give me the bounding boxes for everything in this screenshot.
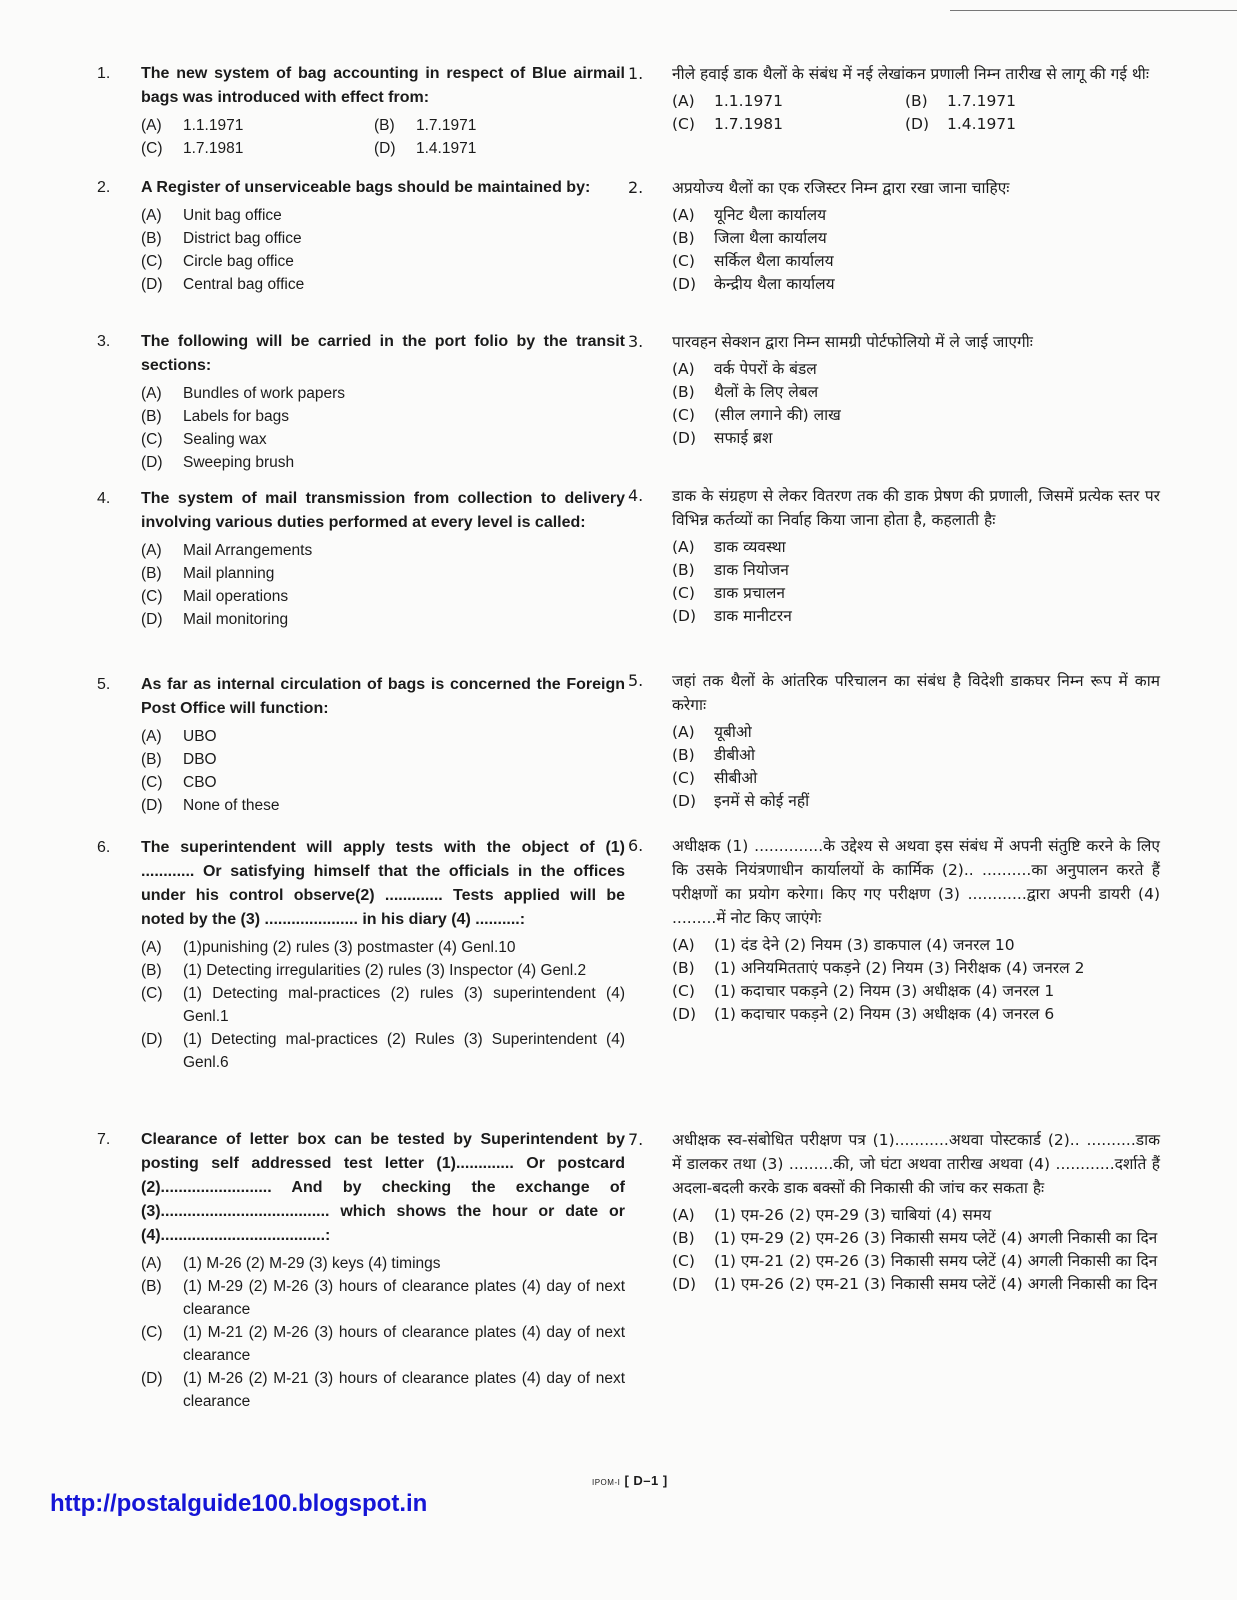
option-text: वर्क पेपरों के बंडल (714, 360, 817, 378)
option-letter: (D) (141, 797, 163, 814)
question-number: 6. (97, 839, 111, 856)
option-letter: (A) (672, 92, 695, 110)
option-letter: (D) (672, 275, 697, 293)
option-letter: (C) (141, 1324, 163, 1341)
option-letter: (C) (141, 253, 163, 270)
option-letter: (A) (141, 939, 162, 956)
option-letter: (B) (141, 962, 162, 979)
option-text: Circle bag office (183, 253, 294, 270)
option-letter: (C) (672, 115, 695, 133)
option-text: (1) Detecting mal-practices (2) Rules (3) Superintendent (4) Genl.6 (183, 1031, 625, 1071)
answer-option (141, 585, 625, 608)
answer-option (672, 113, 905, 136)
question-body (672, 669, 1160, 813)
option-letter: (C) (141, 140, 163, 157)
option-text: यूनिट थैला कार्यालय (714, 206, 827, 224)
option-text: सीबीओ (714, 769, 758, 787)
option-text: (1) एम-29 (2) एम-26 (3) निकासी समय प्लेटें (4) अगली निकासी का दिन (714, 1229, 1158, 1247)
answer-option (672, 250, 1160, 273)
option-letter: (B) (141, 751, 162, 768)
question-number: 7. (628, 1130, 644, 1149)
option-letter: (A) (672, 360, 695, 378)
option-text: Sealing wax (183, 431, 267, 448)
option-letter: (A) (141, 385, 162, 402)
answer-option (141, 137, 374, 160)
answer-option (672, 934, 1160, 957)
question-text: The superintendent will apply tests with the object of (1) ............ Or satisfying himself that the officials in the offices under his control observe(2) ............. Tests applied will be noted by the (3) ..................... in his diary (4) ..........: (141, 839, 625, 928)
question-text: अधीक्षक (1) ..............के उद्देश्य से अथवा इस संबंध में अपनी संतुष्टि करने के लिए कि उसके नियंत्रणाधीन कार्यालयों के कार्मिक (2).. ..........का अनुपालन करते हैं परीक्षणों का प्रयोग करेगा। किए गए परीक्षण (3) ............द्वारा अपनी डायरी (4) .........में नोट किए जाएंगेः (672, 837, 1160, 927)
answer-option (672, 273, 1160, 296)
answer-option (141, 936, 625, 959)
answer-option (672, 582, 1160, 605)
answer-options (672, 536, 1160, 628)
question-3 (628, 330, 1160, 450)
answer-option (672, 227, 1160, 250)
answer-option (141, 794, 625, 817)
option-letter: (B) (141, 408, 162, 425)
answer-option (672, 1250, 1160, 1273)
option-letter: (B) (672, 746, 695, 764)
top-rule (950, 10, 1237, 11)
option-letter: (D) (672, 792, 697, 810)
option-text: जिला थैला कार्यालय (714, 229, 827, 247)
question-number: 3. (97, 333, 111, 350)
option-letter: (D) (141, 276, 163, 293)
question-text: अधीक्षक स्व-संबोधित परीक्षण पत्र (1)...........अथवा पोस्टकार्ड (2).. ..........डाक में डालकर तथा (3) .........की, जो घंटा अथवा तारीख अथवा (4) ............दर्शाते हैं अदला-बदली करके डाक बक्सों की निकासी की जांच कर सकता हैः (672, 1131, 1160, 1197)
option-letter: (C) (672, 1252, 695, 1270)
option-letter: (D) (905, 115, 930, 133)
question-1 (97, 62, 625, 160)
question-4 (97, 487, 625, 631)
question-text: As far as internal circulation of bags is concerned the Foreign Post Office will function: (141, 676, 625, 717)
question-body (141, 487, 625, 631)
answer-options (141, 204, 625, 296)
option-text: डाक नियोजन (714, 561, 789, 579)
answer-option (672, 204, 1160, 227)
option-text: (1) Detecting irregularities (2) rules (3) Inspector (4) Genl.2 (183, 962, 587, 979)
answer-options (672, 934, 1160, 1026)
answer-options (141, 725, 625, 817)
answer-option (672, 381, 1160, 404)
answer-option (672, 957, 1160, 980)
page-code (592, 1473, 668, 1488)
option-letter: (D) (374, 140, 396, 157)
option-letter: (B) (141, 230, 162, 247)
option-text: 1.7.1981 (183, 140, 244, 157)
option-letter: (C) (672, 406, 695, 424)
option-text: डाक प्रचालन (714, 584, 785, 602)
page-code-prefix: IPOM-I (592, 1478, 621, 1487)
option-letter: (C) (672, 982, 695, 1000)
question-number: 3. (628, 332, 644, 351)
answer-options (672, 358, 1160, 450)
option-text: (1) M-29 (2) M-26 (3) hours of clearance plates (4) day of next clearance (183, 1278, 625, 1318)
answer-option (672, 358, 1160, 381)
option-text: 1.1.1971 (183, 117, 244, 134)
answer-option (141, 204, 625, 227)
question-7 (97, 1128, 625, 1413)
option-text: UBO (183, 728, 217, 745)
option-text: (1) एम-26 (2) एम-21 (3) निकासी समय प्लेटें (4) अगली निकासी का दिन (714, 1275, 1158, 1293)
question-text: The new system of bag accounting in respect of Blue airmail bags was introduced with effect from: (141, 65, 625, 106)
question-5 (97, 673, 625, 817)
option-letter: (C) (141, 985, 163, 1002)
question-text: नीले हवाई डाक थैलों के संबंध में नई लेखांकन प्रणाली निम्न तारीख से लागू की गई थीः (672, 65, 1149, 83)
option-letter: (B) (672, 959, 695, 977)
answer-option (672, 767, 1160, 790)
option-text: (1) एम-26 (2) एम-29 (3) चाबियां (4) समय (714, 1206, 992, 1224)
option-text: (1) M-26 (2) M-29 (3) keys (4) timings (183, 1255, 441, 1272)
question-number: 4. (97, 490, 111, 507)
answer-option (141, 1367, 625, 1413)
answer-option (141, 1275, 625, 1321)
option-text: 1.7.1971 (416, 117, 477, 134)
option-text: (1) M-21 (2) M-26 (3) hours of clearance plates (4) day of next clearance (183, 1324, 625, 1364)
question-5 (628, 669, 1160, 813)
answer-option (905, 90, 1160, 113)
answer-options (672, 721, 1160, 813)
question-2 (628, 176, 1160, 296)
option-text: सर्किल थैला कार्यालय (714, 252, 834, 270)
option-text: Mail planning (183, 565, 275, 582)
page-code-label: [ D–1 ] (624, 1473, 668, 1488)
option-text: (सील लगाने की) लाख (714, 406, 841, 424)
answer-option (141, 539, 625, 562)
question-text: The following will be carried in the port folio by the transit sections: (141, 333, 625, 374)
question-text: Clearance of letter box can be tested by Superintendent by posting self addressed test letter (1)............. Or postcard (2)......................... And by checking the exchange of (3)...................................... which shows the hour or date or (4).....................................: (141, 1131, 625, 1244)
answer-option (141, 748, 625, 771)
answer-option (141, 608, 625, 631)
answer-option (905, 113, 1160, 136)
answer-option (141, 982, 625, 1028)
option-text: (1) Detecting mal-practices (2) rules (3) superintendent (4) Genl.1 (183, 985, 625, 1025)
answer-option (141, 227, 625, 250)
option-letter: (B) (141, 565, 162, 582)
answer-option (374, 114, 625, 137)
option-text: Mail operations (183, 588, 289, 605)
option-letter: (C) (672, 252, 695, 270)
answer-option (141, 771, 625, 794)
option-letter: (A) (672, 206, 695, 224)
option-letter: (C) (141, 774, 163, 791)
option-letter: (C) (141, 588, 163, 605)
option-text: (1) एम-21 (2) एम-26 (3) निकासी समय प्लेटें (4) अगली निकासी का दिन (714, 1252, 1158, 1270)
option-letter: (C) (672, 769, 695, 787)
answer-option (141, 382, 625, 405)
option-letter: (B) (374, 117, 395, 134)
option-text: (1) दंड देने (2) नियम (3) डाकपाल (4) जनरल 10 (714, 936, 1015, 954)
option-text: Labels for bags (183, 408, 289, 425)
question-number: 1. (628, 64, 644, 83)
answer-options (672, 204, 1160, 296)
question-2 (97, 176, 625, 296)
option-letter: (B) (672, 1229, 695, 1247)
question-text: पारवहन सेक्शन द्वारा निम्न सामग्री पोर्टफोलियो में ले जाई जाएगीः (672, 333, 1033, 351)
option-text: यूबीओ (714, 723, 752, 741)
answer-options (672, 90, 1160, 136)
question-1 (628, 62, 1160, 136)
question-body (141, 836, 625, 1074)
option-text: डाक व्यवस्था (714, 538, 786, 556)
option-letter: (A) (672, 723, 695, 741)
option-letter: (D) (141, 454, 163, 471)
answer-option (141, 725, 625, 748)
answer-options (141, 1252, 625, 1413)
option-letter: (B) (672, 229, 695, 247)
answer-option (672, 980, 1160, 1003)
option-text: 1.4.1971 (947, 115, 1017, 133)
question-number: 7. (97, 1131, 111, 1148)
option-text: इनमें से कोई नहीं (714, 792, 810, 810)
answer-option (141, 405, 625, 428)
option-text: (1)punishing (2) rules (3) postmaster (4) Genl.10 (183, 939, 516, 956)
option-text: डीबीओ (714, 746, 756, 764)
question-body (141, 673, 625, 817)
answer-options (141, 936, 625, 1074)
option-text: (1) M-26 (2) M-21 (3) hours of clearance plates (4) day of next clearance (183, 1370, 625, 1410)
option-text: District bag office (183, 230, 302, 247)
option-text: 1.7.1971 (947, 92, 1017, 110)
option-letter: (A) (141, 207, 162, 224)
answer-option (672, 536, 1160, 559)
option-text: 1.1.1971 (714, 92, 784, 110)
option-text: Sweeping brush (183, 454, 295, 471)
question-body (672, 1128, 1160, 1296)
option-text: (1) अनियमितताएं पकड़ने (2) नियम (3) निरीक्षक (4) जनरल 2 (714, 959, 1085, 977)
option-text: (1) कदाचार पकड़ने (2) नियम (3) अधीक्षक (4) जनरल 1 (714, 982, 1055, 1000)
option-text: Central bag office (183, 276, 305, 293)
answer-option (672, 721, 1160, 744)
question-4 (628, 484, 1160, 628)
answer-option (141, 273, 625, 296)
question-body (672, 330, 1160, 450)
answer-option (141, 562, 625, 585)
option-text: CBO (183, 774, 217, 791)
answer-options (141, 539, 625, 631)
answer-options (672, 1204, 1160, 1296)
option-letter: (A) (672, 538, 695, 556)
option-text: Bundles of work papers (183, 385, 345, 402)
question-body (141, 1128, 625, 1413)
option-text: थैलों के लिए लेबल (714, 383, 819, 401)
option-text: (1) कदाचार पकड़ने (2) नियम (3) अधीक्षक (4) जनरल 6 (714, 1005, 1055, 1023)
option-letter: (B) (672, 561, 695, 579)
answer-options (141, 114, 625, 160)
option-letter: (C) (672, 584, 695, 602)
question-number: 5. (628, 671, 644, 690)
option-letter: (D) (141, 611, 163, 628)
answer-options (141, 382, 625, 474)
option-text: Unit bag office (183, 207, 282, 224)
answer-option (141, 959, 625, 982)
option-text: सफाई ब्रश (714, 429, 773, 447)
option-letter: (D) (141, 1370, 163, 1387)
option-letter: (A) (141, 1255, 162, 1272)
question-number: 2. (97, 179, 111, 196)
option-letter: (A) (672, 1206, 695, 1224)
option-text: डाक मानीटरन (714, 607, 792, 625)
option-letter: (B) (141, 1278, 162, 1295)
question-text: A Register of unserviceable bags should be maintained by: (141, 179, 591, 196)
answer-option (672, 1204, 1160, 1227)
question-7 (628, 1128, 1160, 1296)
option-text: 1.7.1981 (714, 115, 784, 133)
answer-option (672, 1003, 1160, 1026)
option-letter: (D) (672, 607, 697, 625)
answer-option (141, 250, 625, 273)
option-letter: (D) (141, 1031, 163, 1048)
answer-option (141, 428, 625, 451)
answer-option (672, 790, 1160, 813)
option-letter: (C) (141, 431, 163, 448)
question-number: 2. (628, 178, 644, 197)
question-body (141, 62, 625, 160)
question-body (672, 62, 1160, 136)
option-letter: (A) (672, 936, 695, 954)
question-number: 1. (97, 65, 111, 82)
question-3 (97, 330, 625, 474)
question-6 (628, 834, 1160, 1026)
question-body (141, 330, 625, 474)
option-text: केन्द्रीय थैला कार्यालय (714, 275, 835, 293)
answer-option (672, 1273, 1160, 1296)
option-letter: (B) (905, 92, 928, 110)
question-body (672, 484, 1160, 628)
option-letter: (A) (141, 542, 162, 559)
question-text: डाक के संग्रहण से लेकर वितरण तक की डाक प्रेषण की प्रणाली, जिसमें प्रत्येक स्तर पर विभिन्न कर्तव्यों का निर्वाह किया जाना होता है, कहलाती हैः (672, 487, 1160, 529)
answer-option (672, 559, 1160, 582)
answer-option (141, 1252, 625, 1275)
answer-option (672, 1227, 1160, 1250)
answer-option (672, 90, 905, 113)
question-text: अप्रयोज्य थैलों का एक रजिस्टर निम्न द्वारा रखा जाना चाहिएः (672, 179, 1010, 197)
question-body (141, 176, 625, 296)
question-6 (97, 836, 625, 1074)
answer-option (141, 1321, 625, 1367)
answer-option (374, 137, 625, 160)
answer-option (672, 404, 1160, 427)
question-text: जहां तक थैलों के आंतरिक परिचालन का संबंध है विदेशी डाकघर निम्न रूप में काम करेगाः (672, 672, 1160, 714)
option-letter: (A) (141, 728, 162, 745)
answer-option (672, 744, 1160, 767)
question-number: 4. (628, 486, 644, 505)
option-letter: (B) (672, 383, 695, 401)
option-text: None of these (183, 797, 280, 814)
question-number: 5. (97, 676, 111, 693)
answer-option (672, 427, 1160, 450)
question-number: 6. (628, 836, 644, 855)
question-text: The system of mail transmission from collection to delivery involving various duties performed at every level is called: (141, 490, 625, 531)
blog-link[interactable]: http://postalguide100.blogspot.in (50, 1490, 428, 1517)
option-letter: (A) (141, 117, 162, 134)
option-text: Mail monitoring (183, 611, 289, 628)
option-letter: (D) (672, 1275, 697, 1293)
option-letter: (D) (672, 429, 697, 447)
answer-option (141, 114, 374, 137)
question-body (672, 176, 1160, 296)
answer-option (141, 451, 625, 474)
answer-option (141, 1028, 625, 1074)
option-letter: (D) (672, 1005, 697, 1023)
option-text: Mail Arrangements (183, 542, 313, 559)
option-text: 1.4.1971 (416, 140, 477, 157)
option-text: DBO (183, 751, 217, 768)
question-body (672, 834, 1160, 1026)
answer-option (672, 605, 1160, 628)
